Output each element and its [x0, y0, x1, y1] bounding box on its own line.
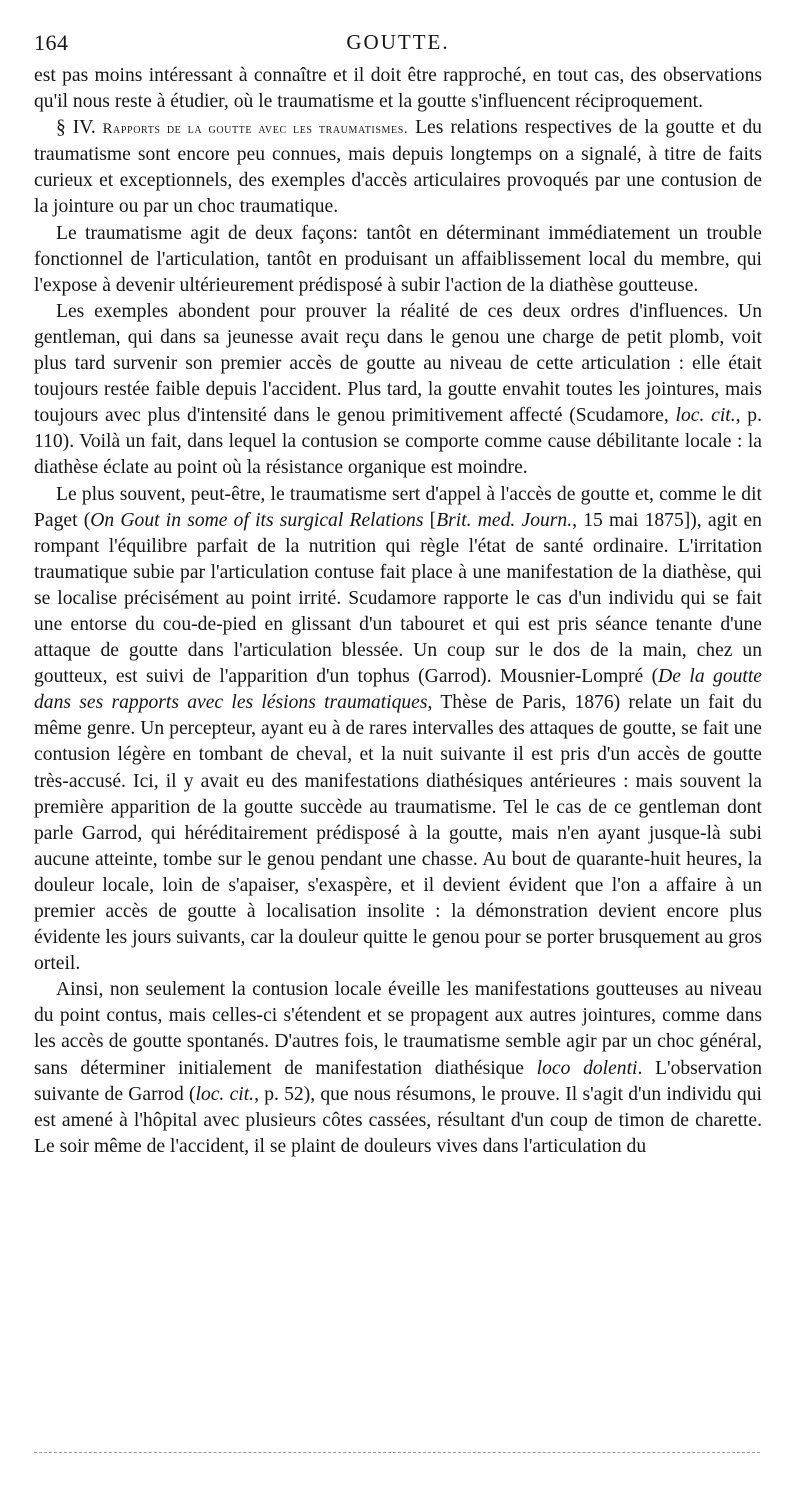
paragraph-text: Le traumatisme agit de deux façons: tantôt en déterminant immédiatement un trouble fonctionnel de l'articulation, tantôt en produisant un affaiblissement local du membre, qui l'expose à devenir ultérieurement prédisposé à subir l'action de la diathèse goutteuse.	[34, 222, 762, 296]
page-header	[34, 30, 762, 60]
paragraph-text-mid: . L'observation suivante de Garrod (	[34, 1057, 762, 1105]
paragraph-section-iv	[34, 115, 762, 220]
paragraph-text: Ainsi, non seulement la contusion locale éveille les manifestations goutteuses au niveau du point contus, mais celles-ci s'étendent et se propagent aux autres jointures, comme dans les accès de goutte spontanés. D'autres fois, le traumatisme semble agir par un choc général, sans déterminer initialement de manifestation diathésique	[34, 979, 762, 1079]
paragraph-text: Les relations respectives de la goutte et du traumatisme sont encore peu connues, mais depuis longtemps on a signalé, à titre de faits curieux et exceptionnels, des exemples d'accès articulaires provoqués par une contusion de la jointure ou par un choc traumatique.	[34, 117, 762, 218]
page-body	[34, 63, 762, 1160]
paragraph-ainsi	[34, 977, 762, 1160]
page-number: 164	[34, 30, 69, 55]
section-title: Rapports de la goutte avec les traumatismes.	[102, 121, 409, 138]
journal-bracket: [	[423, 509, 437, 531]
paragraph-text: Le plus souvent, peut-être, le traumatisme sert d'appel à l'accès de goutte et, comme le dit Paget (	[34, 483, 762, 531]
paragraph-paget	[34, 482, 762, 978]
paragraph-text-after: , Thèse de Paris, 1876) relate un fait du même genre. Un percepteur, ayant eu à de rares intervalles des attaques de goutte, se fait une contusion légère en tombant de cheval, et la nuit suivante il est pris d'un accès de goutte très-accusé. Ici, il y avait eu des manifestations diathésiques antérieures : mais souvent la première apparition de la goutte succède au traumatisme. Tel le cas de ce gentleman dont parle Garrod, qui héréditairement prédisposé à la goutte, mais n'en ayant jusque-là subi aucune atteinte, tombe sur le genou pendant une chasse. Au bout de quarante-huit heures, la douleur locale, loin de s'apaiser, s'exaspère, et il devient évident que l'on a affaire à un premier accès de goutte à localisation insolite : la démonstration devient encore plus évidente les jours suivants, car la douleur quitte le genou pour se porter brusquement au gros orteil.	[34, 692, 762, 975]
thesis-title: De la goutte dans ses rapports avec les lésions traumatiques	[34, 666, 762, 714]
paragraph-text-after: , p. 52), que nous résumons, le prouve. Il s'agit d'un individu qui est amené à l'hôpital avec plusieurs côtes cassées, résultant d'un coup de timon de charette. Le soir même de l'accident, il se plaint de douleurs vives dans l'articulation du	[34, 1083, 762, 1157]
paget-title: On Gout in some of its surgical Relations	[90, 509, 424, 531]
journal-title: Brit. med. Journ.	[436, 509, 573, 531]
journal-date-and-text: , 15 mai 1875]), agit en rompant l'équilibre parfait de la nutrition qui règle l'état de santé ordinaire. L'irritation traumatique subie par l'articulation contuse fait place à une manifestation de la diathèse, qui se localise précisément au point irrité. Scudamore rapporte le cas d'un individu qui se fait une entorse du cou-de-pied en glissant d'un tabouret et qui est pris séance tenante d'une attaque de goutte dans l'articulation blessée. Un coup sur le dos de la main, chez un goutteux, est suivi de l'apparition d'un tophus (Garrod). Mousnier-Lompré (	[34, 509, 762, 688]
section-mark: § IV.	[56, 117, 96, 139]
footer-rule	[34, 1452, 760, 1453]
paragraph-text-after: , p. 110). Voilà un fait, dans lequel la contusion se comporte comme cause débilitante locale : la diathèse éclate au point où la résistance organique est moindre.	[34, 405, 762, 479]
paragraph-two-ways	[34, 221, 762, 299]
paragraph-examples	[34, 299, 762, 482]
paragraph-text: Les exemples abondent pour prouver la réalité de ces deux ordres d'influences. Un gentleman, qui dans sa jeunesse avait reçu dans le genou une charge de petit plomb, voit plus tard survenir son premier accès de goutte au niveau de cette articulation : elle était toujours restée faible depuis l'accident. Plus tard, la goutte envahit toutes les jointures, mais toujours avec plus d'intensité dans le genou primitivement affecté (Scudamore,	[34, 300, 762, 427]
citation-italic: loc. cit.	[195, 1083, 255, 1105]
loco-dolenti: loco dolenti	[536, 1057, 638, 1079]
paragraph-text: est pas moins intéressant à connaître et il doit être rapproché, en tout cas, des observations qu'il nous reste à étudier, où le traumatisme et la goutte s'influencent réciproquement.	[34, 65, 762, 113]
paragraph-continuation	[34, 63, 762, 115]
running-title: GOUTTE.	[346, 30, 450, 54]
citation-italic: loc. cit.	[675, 405, 736, 427]
